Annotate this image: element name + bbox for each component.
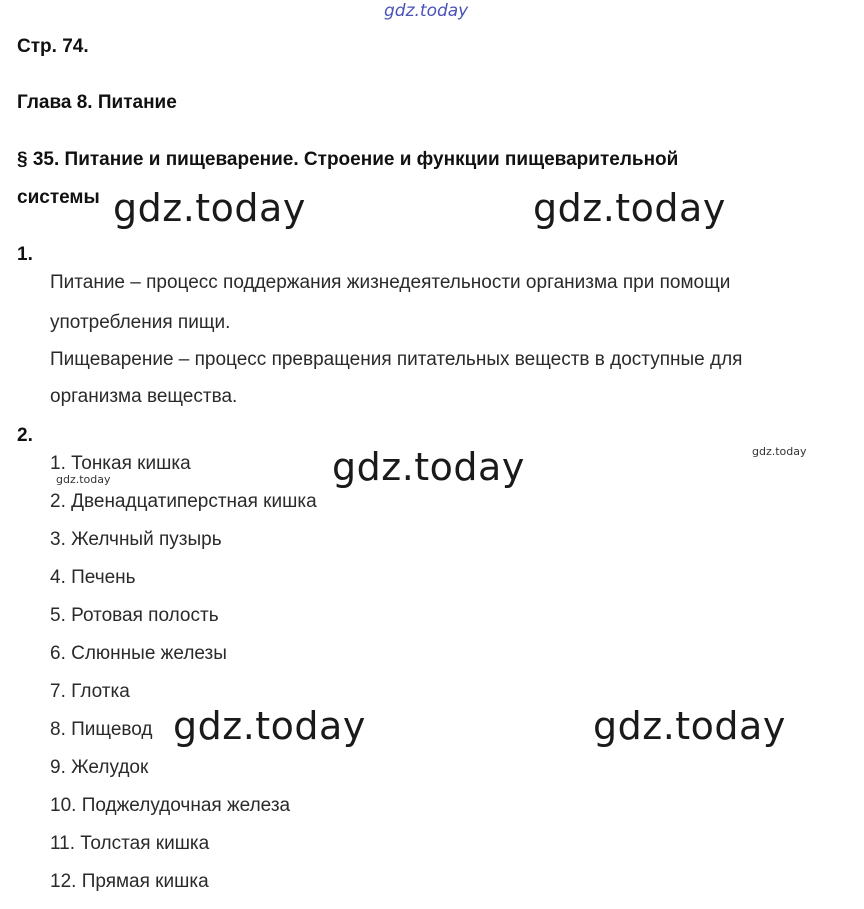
task-1-line: Питание – процесс поддержания жизнедеятельности организма при помощи bbox=[50, 272, 731, 293]
list-item: 1. Тонкая кишка bbox=[50, 453, 191, 474]
list-item: 3. Желчный пузырь bbox=[50, 529, 222, 550]
list-item: 10. Поджелудочная железа bbox=[50, 795, 291, 816]
task-1-line: Пищеварение – процесс превращения питательных веществ в доступные для bbox=[50, 349, 743, 370]
list-item: 8. Пищевод bbox=[50, 719, 153, 740]
section-title-line-1: § 35. Питание и пищеварение. Строение и функции пищеварительной bbox=[17, 149, 679, 170]
page-reference: Стр. 74. bbox=[17, 36, 89, 57]
task-1-line: организма вещества. bbox=[50, 386, 238, 407]
list-item: 7. Глотка bbox=[50, 681, 130, 702]
watermark-small: gdz.today bbox=[56, 473, 111, 486]
task-2-number: 2. bbox=[17, 425, 33, 446]
watermark-top: gdz.today bbox=[384, 1, 469, 21]
list-item: 5. Ротовая полость bbox=[50, 605, 219, 626]
list-item: 2. Двенадцатиперстная кишка bbox=[50, 491, 317, 512]
list-item: 11. Толстая кишка bbox=[50, 833, 210, 854]
watermark-large: gdz.today bbox=[332, 445, 525, 489]
watermark-large: gdz.today bbox=[113, 186, 306, 230]
list-item: 6. Слюнные железы bbox=[50, 643, 227, 664]
list-item: 4. Печень bbox=[50, 567, 136, 588]
list-item: 9. Желудок bbox=[50, 757, 149, 778]
watermark-large: gdz.today bbox=[593, 704, 786, 748]
watermark-small: gdz.today bbox=[752, 445, 807, 458]
chapter-title: Глава 8. Питание bbox=[17, 92, 177, 113]
task-1-number: 1. bbox=[17, 244, 33, 265]
task-1-line: употребления пищи. bbox=[50, 312, 231, 333]
list-item: 12. Прямая кишка bbox=[50, 871, 209, 892]
watermark-large: gdz.today bbox=[533, 186, 726, 230]
watermark-large: gdz.today bbox=[173, 704, 366, 748]
section-title-line-2: системы bbox=[17, 187, 100, 208]
